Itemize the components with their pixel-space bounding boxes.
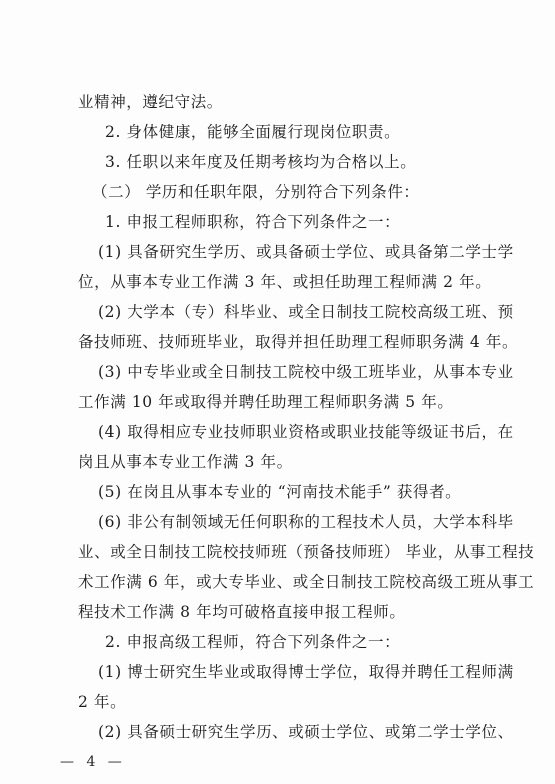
paragraph-line-21: 2 年。 <box>78 693 127 711</box>
paragraph-line-8: (2) 大学本（专）科毕业、或全日制技工院校高级工班、预 <box>98 303 514 321</box>
paragraph-line-2: 2. 身体健康，能够全面履行现岗位职责。 <box>105 123 401 141</box>
paragraph-line-5: 1. 申报工程师职称，符合下列条件之一： <box>105 213 401 231</box>
paragraph-line-12: (4) 取得相应专业技师职业资格或职业技能等级证书后，在 <box>98 423 514 441</box>
paragraph-line-7: 位，从事本专业工作满 3 年、或担任助理工程师满 2 年。 <box>78 273 492 291</box>
paragraph-line-13: 岗且从事本专业工作满 3 年。 <box>78 453 293 471</box>
paragraph-line-6: (1) 具备研究生学历、或具备硕士学位、或具备第二学士学 <box>98 243 514 261</box>
paragraph-line-15: (6) 非公有制领域无任何职称的工程技术人员，大学本科毕 <box>98 513 514 531</box>
paragraph-line-20: (1) 博士研究生毕业或取得博士学位，取得并聘任工程师满 <box>98 663 514 681</box>
paragraph-line-10: (3) 中专毕业或全日制技工院校中级工班毕业，从事本专业 <box>98 363 514 381</box>
paragraph-line-14: (5) 在岗且从事本专业的 “河南技术能手” 获得者。 <box>98 483 462 501</box>
paragraph-line-11: 工作满 10 年或取得并聘任助理工程师职务满 5 年。 <box>78 393 454 411</box>
paragraph-line-22: (2) 具备硕士研究生学历、或硕士学位、或第二学士学位、 <box>98 723 514 741</box>
paragraph-line-9: 备技师班、技师班毕业，取得并担任助理工程师职务满 4 年。 <box>78 333 519 351</box>
paragraph-line-18: 程技术工作满 8 年均可破格直接申报工程师。 <box>78 603 406 621</box>
paragraph-line-4: （二） 学历和任职年限，分别符合下列条件： <box>92 183 420 201</box>
paragraph-line-1: 业精神，遵纪守法。 <box>78 93 223 111</box>
page-number: — 4 — <box>60 754 126 770</box>
paragraph-line-17: 术工作满 6 年，或大专毕业、或全日制技工院校高级工班从事工 <box>78 573 535 591</box>
paragraph-line-19: 2. 申报高级工程师，符合下列条件之一： <box>105 633 401 651</box>
paragraph-line-16: 业、或全日制技工院校技师班（预备技师班） 毕业，从事工程技 <box>78 543 535 561</box>
paragraph-line-3: 3. 任职以来年度及任期考核均为合格以上。 <box>105 153 417 171</box>
